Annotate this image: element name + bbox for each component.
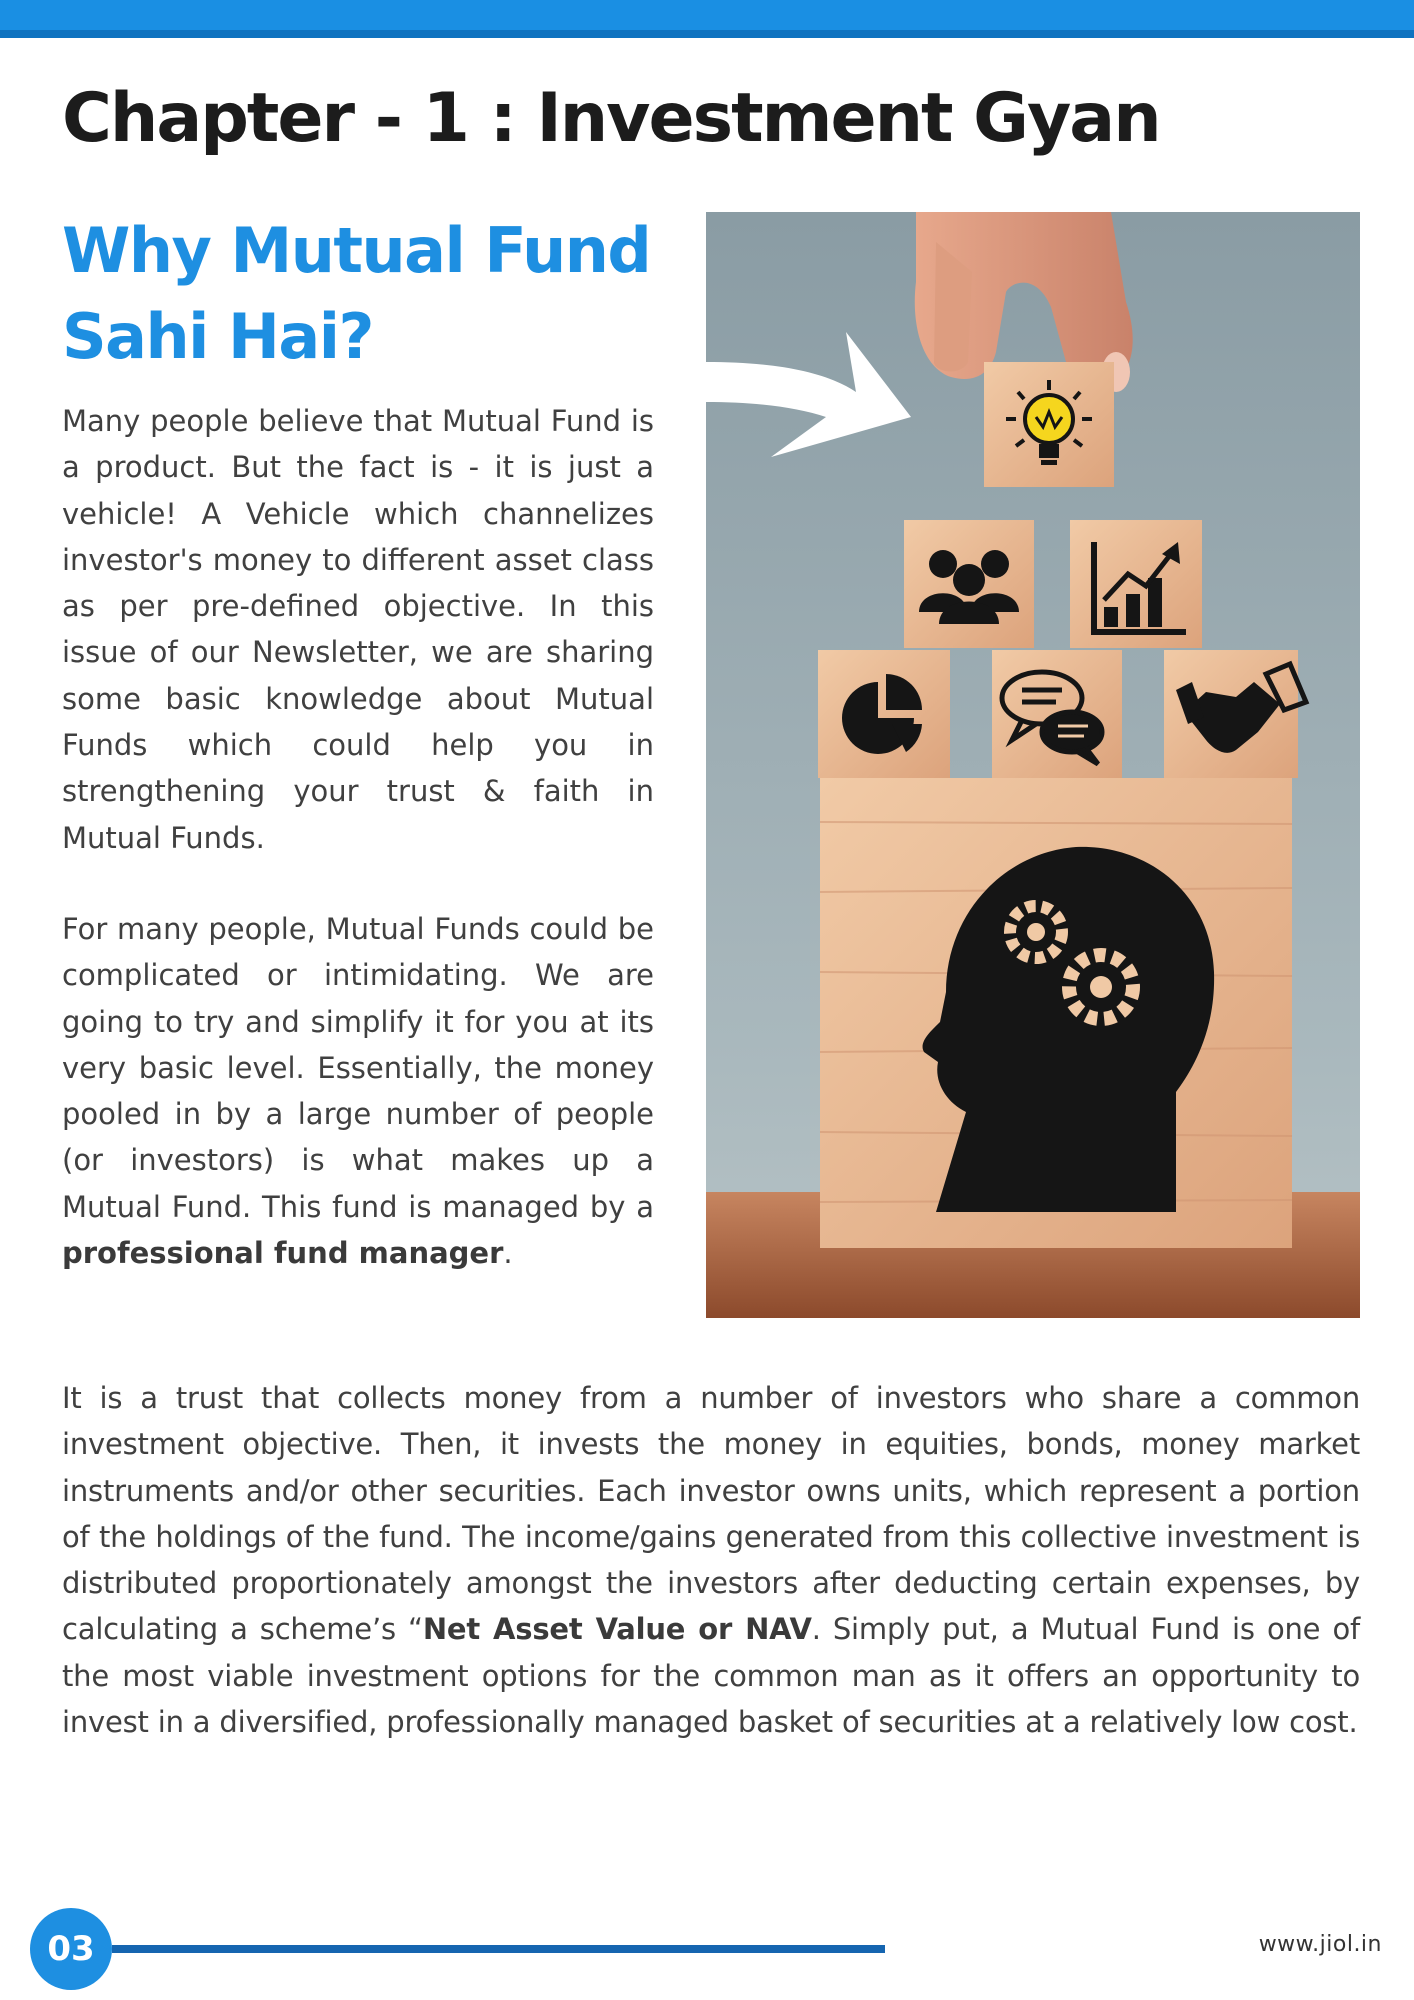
top-accent-bar-shade (0, 30, 1414, 38)
explanation-paragraph (62, 906, 654, 1276)
chat-block (992, 650, 1122, 778)
trust-paragraph (62, 1375, 1360, 1745)
bar-chart-block (1070, 520, 1202, 648)
website-link[interactable]: www.jiol.in (1258, 1932, 1382, 1957)
people-block (904, 520, 1034, 648)
lightbulb-block (984, 362, 1114, 487)
handshake-block (1164, 650, 1306, 778)
section-title-line2: Sahi Hai? (62, 300, 373, 373)
section-title-line1: Why Mutual Fund (62, 214, 651, 287)
intro-paragraph: Many people believe that Mutual Fund is a product. But the fact is - it is just a vehicle! A Vehicle which channelizes investor's money to different asset class as per pre-defined objective. In this issue of our Newsletter, we are sharing some basic knowledge about Mutual Funds which could help you in strengthening your trust & faith in Mutual Funds. (62, 404, 654, 855)
trust-text: It is a trust that collects money from a number of investors who share a common investment objective. Then, it invests the money in equities, bonds, money market instruments and/or other securities. Each investor owns units, which represent a portion of the holdings of the fund. The income/gains generated from this collective investment is distributed proportionately amongst the investors after deducting certain expenses, by calculating a scheme’s “ (62, 1381, 1360, 1647)
page-number-badge: 03 (30, 1908, 112, 1990)
explanation-end: . (503, 1236, 513, 1271)
pie-chart-block (818, 650, 950, 778)
trust-end: . Simply put, a Mutual Fund is one of the most viable investment options for the common man as it offers an opportunity to invest in a diversified, professionally managed basket of securities at a relatively low cost. (62, 1612, 1360, 1740)
chapter-title: Chapter - 1 : Investment Gyan (62, 79, 1160, 158)
section-title (62, 208, 662, 380)
trust-bold-nav: Net Asset Value or NAV (422, 1612, 812, 1647)
head-block (820, 778, 1292, 1248)
wooden-blocks-illustration (706, 212, 1360, 1318)
explanation-text: For many people, Mutual Funds could be complicated or intimidating. We are going to try and simplify it for you at its very basic level. Essentially, the money pooled in by a large number of people (or investors) is what makes up a Mutual Fund. This fund is managed by a (62, 912, 654, 1224)
explanation-bold: professional fund manager (62, 1236, 504, 1271)
footer-line (112, 1945, 885, 1953)
